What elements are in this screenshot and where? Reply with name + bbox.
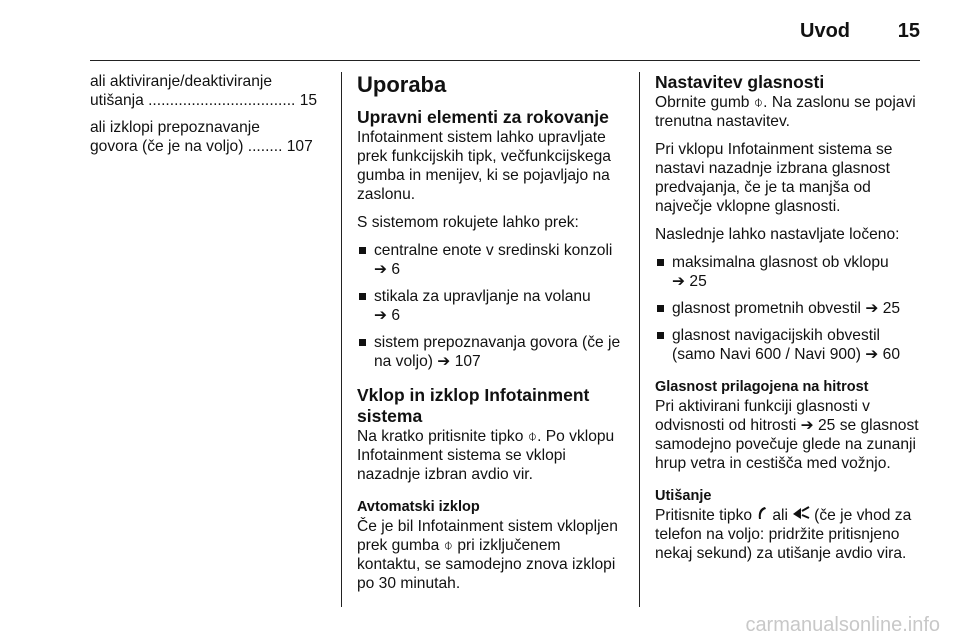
- toc-entry-mute[interactable]: [90, 72, 326, 110]
- toc-entry-voice-line1: ali izklopi prepoznavanje: [90, 119, 260, 136]
- page-reference-link[interactable]: ➔ 25: [865, 300, 901, 317]
- mute-speaker-icon: [792, 507, 814, 523]
- page-reference-link[interactable]: ➔ 107: [437, 353, 481, 370]
- paragraph-separate-settings: Naslednje lahko nastavljate ločeno:: [655, 226, 900, 243]
- toc-entry-mute-line2: utišanja .................................. 15: [90, 92, 318, 109]
- paragraph-speed-volume: Pri aktivirani funkciji glasnosti v odvisnosti od hitrosti ➔ 25 se glasnost samodejno povečuje glede na zunanji hrup vetra in cestišča med vožnjo.: [655, 398, 919, 472]
- paragraph-mute: Pritisnite tipko ali (če je vhod za telefon na voljo: pridržite pritisnjeno nekaj sekund) za utišanje avdio vira.: [655, 507, 912, 562]
- toc-entry-voice[interactable]: [90, 118, 326, 156]
- subheading-auto-off: Avtomatski izklop: [357, 499, 480, 515]
- paragraph-volume-on: Pri vklopu Infotainment sistema se nastavi nazadnje izbrana glasnost predvajanja, če je ta manjša od največje vklopne glasnosti.: [655, 141, 893, 215]
- subheading-volume: Nastavitev glasnosti: [655, 72, 825, 92]
- paragraph-operate-via: S sistemom rokujete lahko prek:: [357, 214, 579, 231]
- column-divider-1: [341, 72, 342, 607]
- page-header: [0, 0, 960, 60]
- page-reference-link[interactable]: ➔ 6: [374, 261, 401, 278]
- list-item: glasnost prometnih obvestil ➔ 25: [655, 299, 925, 318]
- list-item: sistem prepoznavanja govora (če je na voljo) ➔ 107: [357, 333, 627, 371]
- header-divider: [90, 60, 920, 61]
- page-reference-link[interactable]: ➔ 25: [672, 273, 707, 290]
- page-reference-link[interactable]: ➔ 60: [865, 346, 901, 363]
- toc-entry-voice-line2: govora (če je na voljo) ........ 107: [90, 138, 313, 155]
- subheading-controls: Upravni elementi za rokovanje: [357, 107, 609, 127]
- list-control-methods: [357, 241, 627, 371]
- page-reference-link[interactable]: ➔ 6: [374, 307, 401, 324]
- paragraph-volume-knob: Obrnite gumb ⌽. Na zaslonu se pojavi trenutna nastavitev.: [655, 94, 916, 130]
- subheading-power: Vklop in izklop Infotainment sistema: [357, 385, 590, 426]
- column-toc-continuation: [90, 72, 326, 164]
- column-divider-2: [639, 72, 640, 607]
- list-volume-settings: [655, 253, 925, 364]
- column-usage: [357, 72, 627, 602]
- paragraph-auto-off: Če je bil Infotainment sistem vklopljen prek gumba ⌽ pri izključenem kontaktu, se samodejno znova izklopi po 30 minutah.: [357, 518, 618, 592]
- page-number: 15: [897, 20, 920, 42]
- column-volume: [655, 72, 925, 572]
- watermark: carmanualsonline.info: [745, 614, 940, 636]
- list-item: glasnost navigacijskih obvestil (samo Navi 600 / Navi 900) ➔ 60: [655, 326, 925, 364]
- section-title: Uvod: [800, 20, 850, 42]
- heading-usage: Uporaba: [357, 72, 447, 97]
- paragraph-controls: Infotainment sistem lahko upravljate prek funkcijskih tipk, večfunkcijskega gumba in menijev, ki se pojavljajo na zaslonu.: [357, 129, 611, 203]
- list-item: centralne enote v sredinski konzoli ➔ 6: [357, 241, 627, 279]
- list-item: maksimalna glasnost ob vklopu ➔ 25: [655, 253, 925, 291]
- phone-handset-icon: [756, 507, 772, 523]
- subheading-speed-volume: Glasnost prilagojena na hitrost: [655, 379, 869, 395]
- subheading-mute: Utišanje: [655, 488, 712, 504]
- list-item: stikala za upravljanje na volanu ➔ 6: [357, 287, 627, 325]
- toc-entry-mute-line1: ali aktiviranje/deaktiviranje: [90, 73, 273, 90]
- paragraph-power: Na kratko pritisnite tipko ⌽. Po vklopu Infotainment sistema se vklopi nazadnje izbran avdio vir.: [357, 428, 615, 483]
